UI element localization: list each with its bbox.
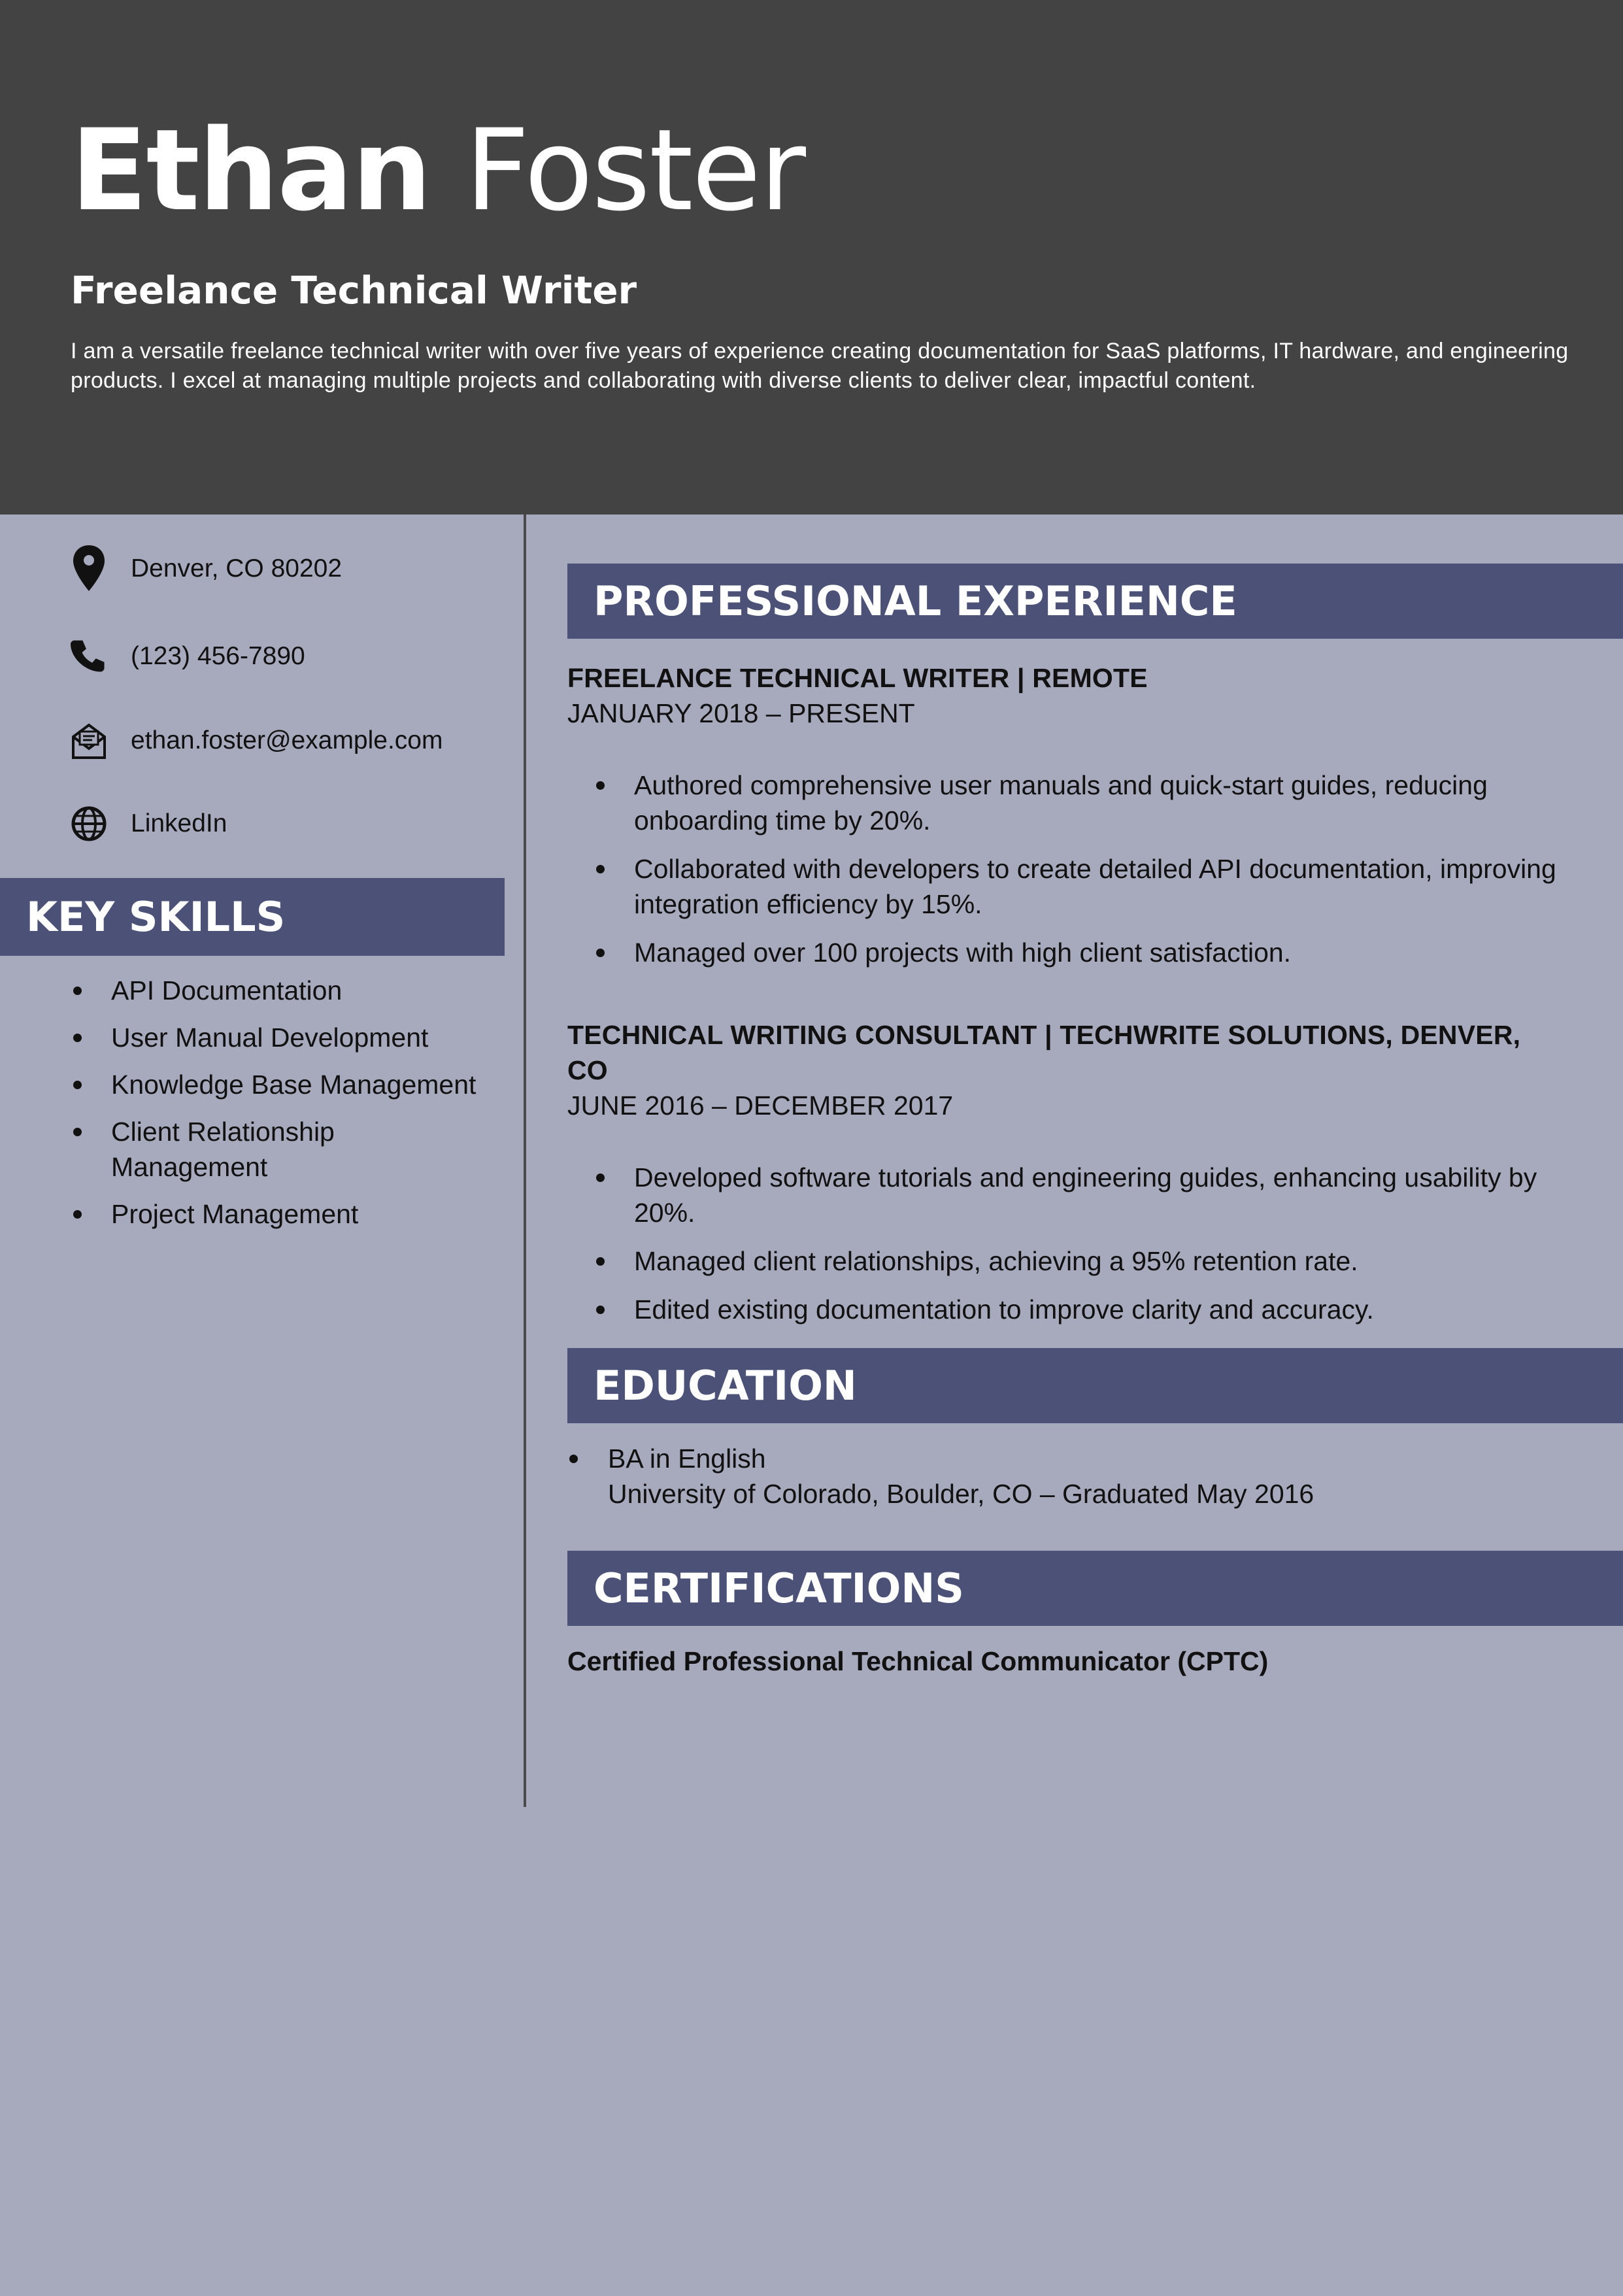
education-heading: EDUCATION (567, 1348, 1623, 1423)
linkedin-link[interactable]: LinkedIn (131, 809, 227, 837)
email-text[interactable]: ethan.foster@example.com (131, 726, 443, 754)
certification-item: Certified Professional Technical Communicator (CPTC) (567, 1646, 1269, 1676)
contact-phone (71, 630, 305, 683)
job-2-dates: JUNE 2016 – DECEMBER 2017 (567, 1090, 954, 1121)
job-bullet: Collaborated with developers to create detailed API documentation, improving integration efficiency by 15%. (594, 851, 1561, 922)
school: University of Colorado, Boulder, CO – Graduated May 2016 (608, 1479, 1314, 1509)
skill-item: Client Relationship Management (71, 1114, 397, 1185)
job-2-bullets (594, 1160, 1561, 1340)
location-text: Denver, CO 80202 (131, 554, 343, 582)
last-name: Foster (465, 105, 805, 236)
candidate-name (71, 105, 805, 236)
job-bullet: Managed client relationships, achieving a 95% retention rate. (594, 1243, 1561, 1279)
contact-email (71, 715, 443, 767)
certifications-heading: CERTIFICATIONS (567, 1551, 1623, 1626)
column-divider (524, 515, 526, 1807)
job-bullet: Managed over 100 projects with high client satisfaction. (594, 935, 1561, 970)
education-list (567, 1441, 1548, 1511)
resume-header (0, 0, 1623, 515)
job-bullet: Authored comprehensive user manuals and quick-start guides, reducing onboarding time by 20%. (594, 768, 1561, 838)
location-pin-icon (71, 543, 107, 595)
job-1-bullets (594, 768, 1561, 983)
job-bullet: Developed software tutorials and engineering guides, enhancing usability by 20%. (594, 1160, 1561, 1230)
first-name: Ethan (71, 105, 431, 236)
job-2-title: TECHNICAL WRITING CONSULTANT | TECHWRITE SOLUTIONS, DENVER, CO (567, 1020, 1521, 1085)
job-bullet: Edited existing documentation to improve clarity and accuracy. (594, 1292, 1561, 1327)
skill-item: User Manual Development (71, 1020, 515, 1055)
job-1-dates: JANUARY 2018 – PRESENT (567, 698, 915, 728)
skill-item: API Documentation (71, 973, 515, 1008)
phone-text: (123) 456-7890 (131, 642, 305, 670)
skills-list (71, 973, 515, 1243)
skill-item: Project Management (71, 1196, 515, 1232)
contact-location (71, 543, 342, 595)
contact-linkedin (71, 798, 227, 850)
education-item (567, 1441, 1548, 1511)
skill-item: Knowledge Base Management (71, 1067, 515, 1102)
mail-icon (71, 715, 107, 767)
job-1-title: FREELANCE TECHNICAL WRITER | REMOTE (567, 663, 1148, 693)
degree: BA in English (608, 1443, 766, 1474)
globe-icon (71, 798, 107, 850)
key-skills-heading: KEY SKILLS (0, 878, 505, 956)
experience-heading: PROFESSIONAL EXPERIENCE (567, 564, 1623, 639)
job-title-headline: Freelance Technical Writer (71, 268, 637, 312)
summary-paragraph: I am a versatile freelance technical writer with over five years of experience creating documentation for SaaS platforms, IT hardware, and engineering products. I excel at managing multiple projects and collaborating with diverse clients to deliver clear, impactful content. (71, 339, 1569, 393)
phone-icon (71, 630, 107, 683)
